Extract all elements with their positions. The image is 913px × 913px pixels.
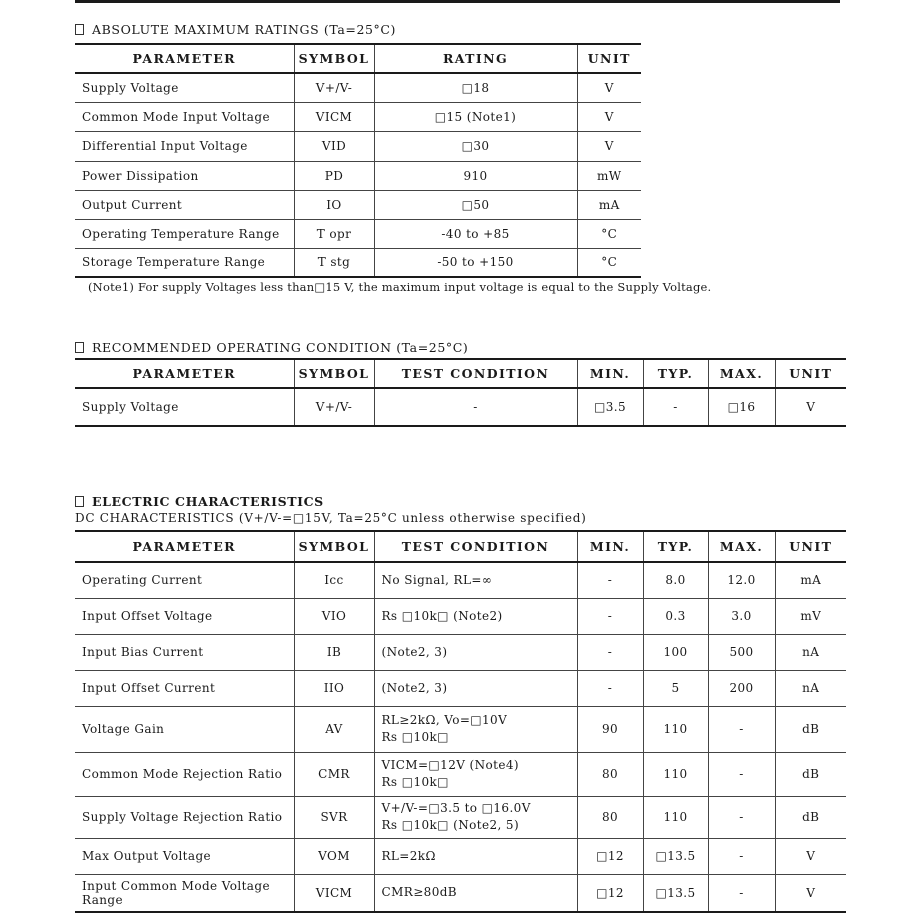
parameter-cell: Differential Input Voltage	[75, 131, 294, 161]
symbol-cell: V+/V-	[294, 388, 374, 426]
condition-line: Rs □10k□	[381, 775, 449, 789]
table-row	[75, 634, 846, 670]
min-cell: -	[577, 670, 643, 706]
unit-cell: V	[775, 388, 846, 426]
min-cell: 80	[577, 796, 643, 838]
table-row	[75, 73, 641, 102]
parameter-cell: Supply Voltage	[75, 73, 294, 102]
parameter-cell: Supply Voltage Rejection Ratio	[75, 796, 294, 838]
min-cell: □12	[577, 874, 643, 912]
table-header-row	[75, 44, 641, 73]
parameter-cell: Input Common Mode Voltage Range	[75, 874, 294, 912]
condition-cell	[374, 634, 577, 670]
abs-max-heading: ABSOLUTE MAXIMUM RATINGS (Ta=25°C)	[75, 22, 396, 37]
min-cell: □3.5	[577, 388, 643, 426]
parameter-cell: Common Mode Input Voltage	[75, 102, 294, 131]
min-cell: 90	[577, 706, 643, 752]
max-cell: 12.0	[708, 562, 775, 598]
parameter-cell: Voltage Gain	[75, 706, 294, 752]
parameter-cell: Common Mode Rejection Ratio	[75, 752, 294, 796]
unit-cell: dB	[775, 706, 846, 752]
column-header: SYMBOL	[294, 44, 374, 73]
condition-line: Rs □10k□ (Note2)	[381, 608, 503, 623]
max-cell: -	[708, 874, 775, 912]
condition-line: (Note2, 3)	[381, 644, 448, 659]
condition-cell	[374, 706, 577, 752]
column-header: TYP.	[643, 359, 708, 388]
rating-cell: □30	[374, 131, 577, 161]
condition-line: CMR≥80dB	[381, 885, 458, 900]
table-row	[75, 190, 641, 219]
column-header: PARAMETER	[75, 531, 294, 562]
column-header: RATING	[374, 44, 577, 73]
symbol-cell: T stg	[294, 248, 374, 277]
table-row	[75, 219, 641, 248]
column-header: TEST CONDITION	[374, 359, 577, 388]
symbol-cell: IIO	[294, 670, 374, 706]
unit-cell: mA	[775, 562, 846, 598]
elec-table	[75, 530, 846, 913]
condition-cell	[374, 598, 577, 634]
rec-op-table	[75, 358, 846, 427]
symbol-cell: VID	[294, 131, 374, 161]
symbol-cell: Icc	[294, 562, 374, 598]
column-header: UNIT	[775, 531, 846, 562]
table-header-row	[75, 359, 846, 388]
note1: (Note1) For supply Voltages less than□15 V, the maximum input voltage is equal to the Supply Voltage.	[88, 280, 712, 294]
parameter-cell: Operating Current	[75, 562, 294, 598]
rating-cell: □18	[374, 73, 577, 102]
table-row	[75, 706, 846, 752]
symbol-cell: V+/V-	[294, 73, 374, 102]
unit-cell: V	[775, 838, 846, 874]
symbol-cell: VICM	[294, 102, 374, 131]
table-row	[75, 102, 641, 131]
typ-cell: □13.5	[643, 838, 708, 874]
parameter-cell: Supply Voltage	[75, 388, 294, 426]
table-row	[75, 161, 641, 190]
column-header: TEST CONDITION	[374, 531, 577, 562]
typ-cell: 110	[643, 752, 708, 796]
unit-cell: nA	[775, 634, 846, 670]
unit-cell: dB	[775, 752, 846, 796]
rating-cell: 910	[374, 161, 577, 190]
unit-cell: mA	[577, 190, 641, 219]
unit-cell: mV	[775, 598, 846, 634]
max-cell: 200	[708, 670, 775, 706]
symbol-cell: VICM	[294, 874, 374, 912]
symbol-cell: IO	[294, 190, 374, 219]
typ-cell: 100	[643, 634, 708, 670]
unit-cell: mW	[577, 161, 641, 190]
typ-cell: 0.3	[643, 598, 708, 634]
column-header: MAX.	[708, 531, 775, 562]
column-header: UNIT	[775, 359, 846, 388]
condition-cell	[374, 874, 577, 912]
typ-cell: 110	[643, 796, 708, 838]
max-cell: □16	[708, 388, 775, 426]
min-cell: -	[577, 598, 643, 634]
condition-line: RL≥2kΩ, Vo=□10V	[381, 713, 508, 727]
condition-line: Rs □10k□	[381, 730, 449, 744]
rating-cell: □50	[374, 190, 577, 219]
condition-cell	[374, 796, 577, 838]
unit-cell: V	[775, 874, 846, 912]
unit-cell: V	[577, 73, 641, 102]
condition-cell	[374, 838, 577, 874]
symbol-cell: IB	[294, 634, 374, 670]
parameter-cell: Operating Temperature Range	[75, 219, 294, 248]
unit-cell: V	[577, 131, 641, 161]
table-header-row	[75, 531, 846, 562]
bullet-box-icon	[75, 496, 84, 507]
column-header: TYP.	[643, 531, 708, 562]
max-cell: -	[708, 796, 775, 838]
abs-max-table	[75, 43, 641, 278]
unit-cell: °C	[577, 248, 641, 277]
max-cell: 500	[708, 634, 775, 670]
column-header: MIN.	[577, 531, 643, 562]
symbol-cell: PD	[294, 161, 374, 190]
table-row	[75, 752, 846, 796]
min-cell: □12	[577, 838, 643, 874]
symbol-cell: VOM	[294, 838, 374, 874]
parameter-cell: Storage Temperature Range	[75, 248, 294, 277]
table-row	[75, 131, 641, 161]
column-header: SYMBOL	[294, 359, 374, 388]
table-row	[75, 248, 641, 277]
typ-cell: -	[643, 388, 708, 426]
condition-cell: -	[374, 388, 577, 426]
table-row	[75, 388, 846, 426]
elec-heading: ELECTRIC CHARACTERISTICS	[75, 494, 324, 509]
column-header: UNIT	[577, 44, 641, 73]
rating-cell: -40 to +85	[374, 219, 577, 248]
typ-cell: 5	[643, 670, 708, 706]
parameter-cell: Input Offset Current	[75, 670, 294, 706]
bullet-box-icon	[75, 342, 84, 353]
rating-cell: □15 (Note1)	[374, 102, 577, 131]
symbol-cell: VIO	[294, 598, 374, 634]
max-cell: 3.0	[708, 598, 775, 634]
condition-line: V+/V-=□3.5 to □16.0V	[381, 801, 531, 815]
symbol-cell: T opr	[294, 219, 374, 248]
condition-line: VICM=□12V (Note4)	[381, 758, 519, 772]
column-header: MAX.	[708, 359, 775, 388]
table-row	[75, 670, 846, 706]
max-cell: -	[708, 838, 775, 874]
condition-line: No Signal, RL=∞	[381, 572, 493, 587]
rec-op-heading: RECOMMENDED OPERATING CONDITION (Ta=25°C)	[75, 340, 468, 355]
table-row	[75, 562, 846, 598]
table-row	[75, 598, 846, 634]
unit-cell: dB	[775, 796, 846, 838]
min-cell: 80	[577, 752, 643, 796]
min-cell: -	[577, 634, 643, 670]
table-row	[75, 796, 846, 838]
condition-cell	[374, 562, 577, 598]
bullet-box-icon	[75, 24, 84, 35]
condition-line: (Note2, 3)	[381, 680, 448, 695]
max-cell: -	[708, 706, 775, 752]
condition-cell	[374, 752, 577, 796]
column-header: SYMBOL	[294, 531, 374, 562]
condition-line: Rs □10k□ (Note2, 5)	[381, 818, 520, 832]
condition-line: RL=2kΩ	[381, 848, 436, 863]
parameter-cell: Output Current	[75, 190, 294, 219]
parameter-cell: Max Output Voltage	[75, 838, 294, 874]
rating-cell: -50 to +150	[374, 248, 577, 277]
parameter-cell: Input Bias Current	[75, 634, 294, 670]
top-rule	[75, 0, 840, 3]
unit-cell: nA	[775, 670, 846, 706]
unit-cell: V	[577, 102, 641, 131]
table-row	[75, 838, 846, 874]
condition-cell	[374, 670, 577, 706]
parameter-cell: Input Offset Voltage	[75, 598, 294, 634]
typ-cell: □13.5	[643, 874, 708, 912]
typ-cell: 8.0	[643, 562, 708, 598]
column-header: PARAMETER	[75, 359, 294, 388]
column-header: PARAMETER	[75, 44, 294, 73]
dc-subheading: DC CHARACTERISTICS (V+/V-=□15V, Ta=25°C unless otherwise specified)	[75, 511, 587, 525]
symbol-cell: CMR	[294, 752, 374, 796]
typ-cell: 110	[643, 706, 708, 752]
symbol-cell: AV	[294, 706, 374, 752]
unit-cell: °C	[577, 219, 641, 248]
symbol-cell: SVR	[294, 796, 374, 838]
max-cell: -	[708, 752, 775, 796]
table-row	[75, 874, 846, 912]
column-header: MIN.	[577, 359, 643, 388]
min-cell: -	[577, 562, 643, 598]
parameter-cell: Power Dissipation	[75, 161, 294, 190]
